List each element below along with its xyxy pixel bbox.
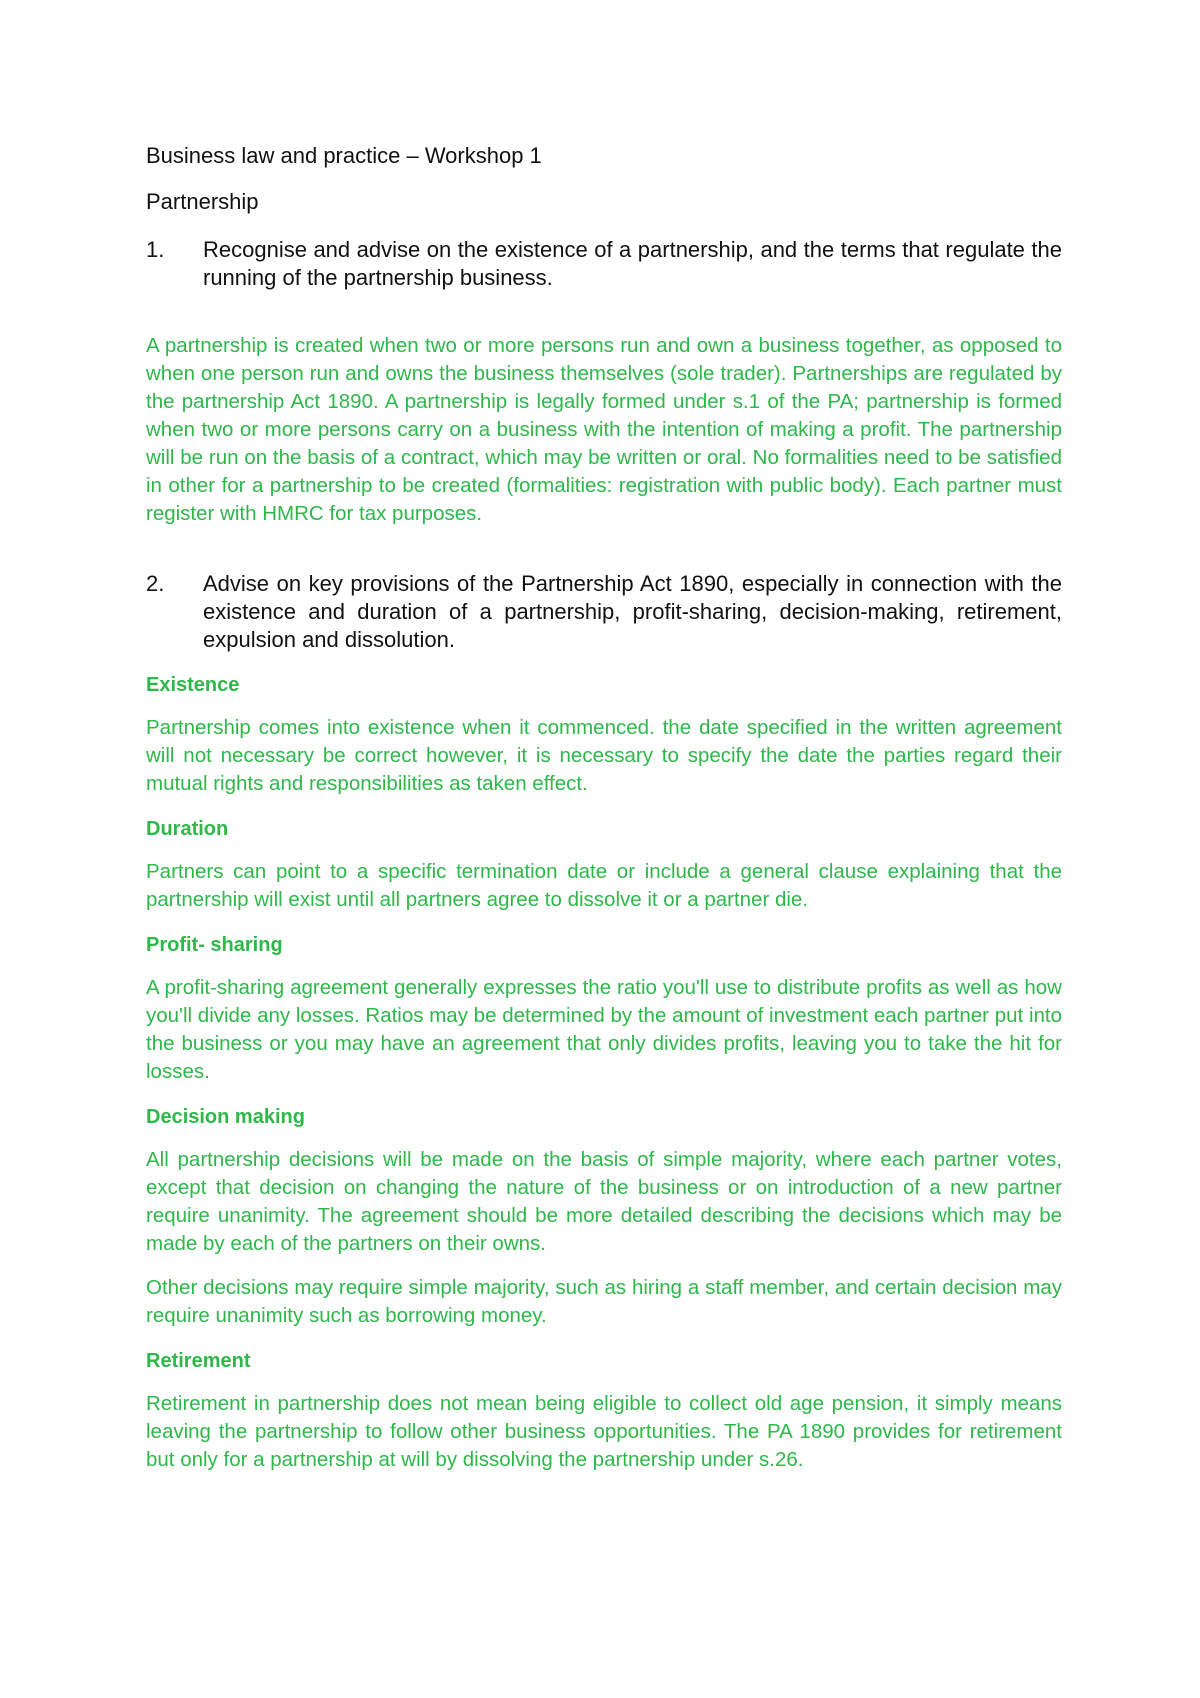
answer-1: A partnership is created when two or more persons run and own a business together, as opposed to when one person run and owns the business themselves (sole trader). Partnerships are regulated by the partnership Act 1890. A partnership is legally formed under s.1 of the PA; partnership is formed when two or more persons carry on a business with the intention of making a profit. The partnership will be run on the basis of a contract, which may be written or oral. No formalities need to be satisfied in other for a partnership to be created (formalities: registration with public body). Each partner must register with HMRC for tax purposes.: [146, 334, 1062, 525]
section-heading-profit-sharing: Profit- sharing: [146, 934, 283, 956]
question-text: Advise on key provisions of the Partnership Act 1890, especially in connection with the existence and duration of a partnership, profit-sharing, decision-making, retirement, expulsion and dissolution.: [203, 571, 1062, 652]
question-2: [146, 570, 1062, 654]
question-number: 1.: [146, 237, 165, 262]
question-text: Recognise and advise on the existence of a partnership, and the terms that regulate the running of the partnership business.: [203, 237, 1062, 290]
section-heading-decision-making: Decision making: [146, 1106, 305, 1128]
section-paragraph: Other decisions may require simple majority, such as hiring a staff member, and certain decision may require unanimity such as borrowing money.: [146, 1276, 1062, 1327]
question-number: 2.: [146, 571, 165, 596]
section-heading-retirement: Retirement: [146, 1350, 251, 1372]
spacer: [146, 528, 1062, 570]
document-subtitle: Partnership: [146, 189, 259, 214]
section-paragraph: All partnership decisions will be made on the basis of simple majority, where each partner votes, except that decision on changing the nature of the business or on introduction of a new partner require unanimity. The agreement should be more detailed describing the decisions which may be made by each of the partners on their owns.: [146, 1148, 1062, 1255]
section-paragraph: Partners can point to a specific termination date or include a general clause explaining that the partnership will exist until all partners agree to dissolve it or a partner die.: [146, 860, 1062, 911]
document-page: [146, 142, 1062, 1474]
document-title: Business law and practice – Workshop 1: [146, 143, 542, 168]
section-paragraph: Partnership comes into existence when it commenced. the date specified in the written agreement will not necessary be correct however, it is necessary to specify the date the parties regard their mutual rights and responsibilities as taken effect.: [146, 716, 1062, 795]
section-paragraph: A profit-sharing agreement generally expresses the ratio you'll use to distribute profits as well as how you'll divide any losses. Ratios may be determined by the amount of investment each partner put into the business or you may have an agreement that only divides profits, leaving you to take the hit for losses.: [146, 976, 1062, 1083]
section-heading-duration: Duration: [146, 818, 229, 840]
section-heading-existence: Existence: [146, 674, 240, 696]
section-paragraph: Retirement in partnership does not mean being eligible to collect old age pension, it simply means leaving the partnership to follow other business opportunities. The PA 1890 provides for retirement but only for a partnership at will by dissolving the partnership under s.26.: [146, 1392, 1062, 1471]
question-1: [146, 236, 1062, 292]
